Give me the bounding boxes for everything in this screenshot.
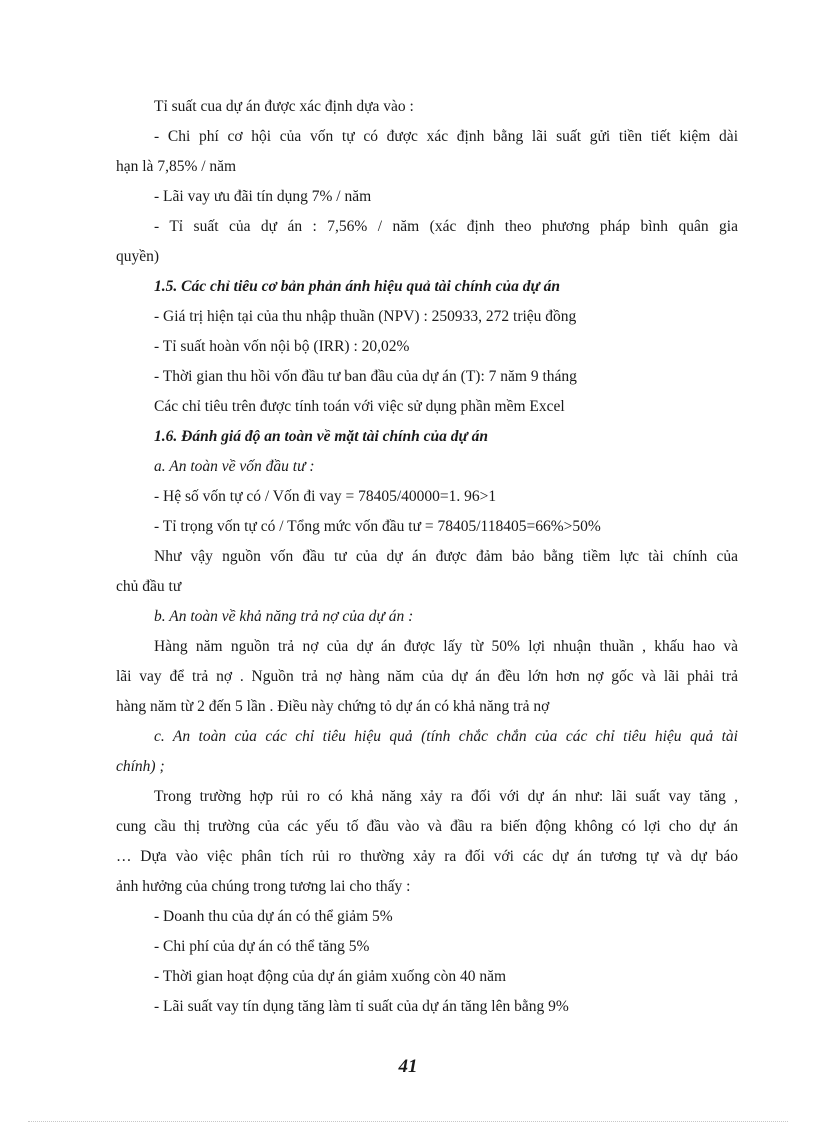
paragraph-line: … Dựa vào việc phân tích rủi ro thường xảy ra đối với các dự án tương tự và dự báo [116,848,738,865]
paragraph-line: - Chi phí cơ hội của vốn tự có được xác định bằng lãi suất gửi tiền tiết kiệm dài [154,128,738,145]
paragraph-line: - Lãi suất vay tín dụng tăng làm tỉ suất của dự án tăng lên bằng 9% [154,998,569,1015]
section-heading-1-6: 1.6. Đánh giá độ an toàn về mặt tài chính của dự án [154,428,488,445]
paragraph-line: - Doanh thu của dự án có thể giảm 5% [154,908,393,925]
page-number: 41 [398,1056,418,1077]
paragraph-line: Tỉ suất cua dự án được xác định dựa vào : [154,98,414,115]
paragraph-line: chủ đầu tư [116,578,182,595]
paragraph-line: quyền) [116,248,160,265]
paragraph-line: Như vậy nguồn vốn đầu tư của dự án được đảm bảo bằng tiềm lực tài chính của [154,548,738,565]
paragraph-line: ảnh hưởng của chúng trong tương lai cho thấy : [116,878,411,895]
document-body [116,92,738,1022]
paragraph-line: Hàng năm nguồn trả nợ của dự án được lấy từ 50% lợi nhuận thuần , khấu hao và [154,638,738,655]
paragraph-line: - Chi phí của dự án có thể tăng 5% [154,938,370,955]
paragraph-line: Các chỉ tiêu trên được tính toán với việc sử dụng phần mềm Excel [154,398,565,415]
paragraph-line: - Tỉ trọng vốn tự có / Tổng mức vốn đầu tư = 78405/118405=66%>50% [154,518,601,535]
paragraph-line: - Lãi vay ưu đãi tín dụng 7% / năm [154,188,372,205]
paragraph-line: cung cầu thị trường của các yếu tố đầu vào và đầu ra biến động không có lợi cho dự án [116,818,738,835]
subheading-c-continued: chính) ; [116,758,165,775]
paragraph-line: - Giá trị hiện tại của thu nhập thuần (NPV) : 250933, 272 triệu đồng [154,308,577,325]
paragraph-line: - Tỉ suất hoàn vốn nội bộ (IRR) : 20,02% [154,338,410,355]
subheading-a: a. An toàn về vốn đầu tư : [154,458,315,475]
paragraph-line: Trong trường hợp rủi ro có khả năng xảy ra đối với dự án như: lãi suất vay tăng , [154,788,738,805]
section-heading-1-5: 1.5. Các chỉ tiêu cơ bản phản ánh hiệu quả tài chính của dự án [154,278,561,295]
paragraph-line: - Thời gian hoạt động của dự án giảm xuống còn 40 năm [154,968,507,985]
page-bottom-divider [28,1121,788,1122]
paragraph-line: - Thời gian thu hồi vốn đầu tư ban đầu của dự án (T): 7 năm 9 tháng [154,368,577,385]
paragraph-line: - Hệ số vốn tự có / Vốn đi vay = 78405/40000=1. 96>1 [154,488,497,505]
subheading-c: c. An toàn của các chỉ tiêu hiệu quả (tính chắc chắn của các chỉ tiêu hiệu quả tài [154,728,738,745]
paragraph-line: lãi vay để trả nợ . Nguồn trả nợ hàng năm của dự án đều lớn hơn nợ gốc và lãi phải trả [116,668,738,685]
paragraph-line: hạn là 7,85% / năm [116,158,237,175]
subheading-b: b. An toàn về khả năng trả nợ của dự án : [154,608,414,625]
paragraph-line: hàng năm từ 2 đến 5 lần . Điều này chứng tỏ dự án có khả năng trả nợ [116,698,550,715]
paragraph-line: - Tỉ suất của dự án : 7,56% / năm (xác định theo phương pháp bình quân gia [154,218,738,235]
